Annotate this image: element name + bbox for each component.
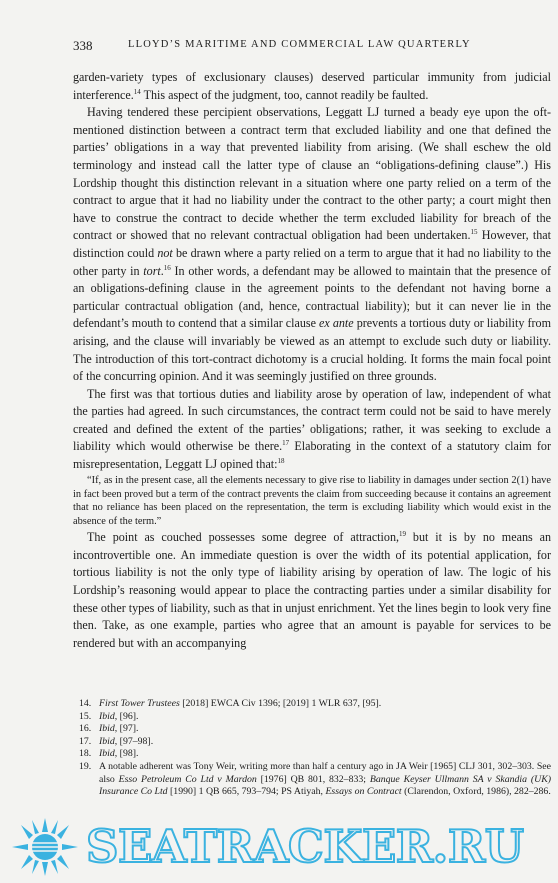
block-quote: “If, as in the present case, all the elements necessary to give rise to liability in damages under section 2(1) have in fact been proved but a term of the contract prevents the claim from succeeding because it contains an agreement that no reliance has been placed on the representation, the term is excluding liability which would exist in the absence of the term.” [73,474,551,528]
footnote-ref[interactable]: 18 [277,457,285,466]
footnote: 19. A notable adherent was Tony Weir, writing more than half a century ago in JA Weir [1965] CLJ 301, 302–303. See also Esso Petroleum Co Ltd v Mardon [1976] QB 801, 832–833; Banque Keyser Ullmann SA v Skandia (UK) Insurance Co Ltd [1990] 1 QB 665, 793–794; PS Atiyah, Essays on Contract (Clarendon, Oxford, 1986), 282–286. [79,760,551,798]
footnote: 17. Ibid, [97–98]. [79,735,154,747]
running-title: LLOYD’S MARITIME AND COMMERCIAL LAW QUARTERLY [128,39,471,50]
footnote: 16. Ibid, [97]. [79,723,139,735]
footnotes [73,698,551,799]
watermark-text: SEATRACKER.RU [86,820,524,873]
paragraph: The point as couched possesses some degree of attraction,$^{19}$ but it is by no means an incontrovertible one. An immediate question is over the width of its potential application, for tortious liability is not the only type of liability arising by operation of law. The logic of his Lordship’s reasoning would appear to place the contracting parties under a similar disability for these other types of liability, such as that in unjust enrichment. Yet the lines begin to look very fine then. Take, as one example, parties who agree that an amount is payable for services to be rendered but with an accompanying [73,530,552,650]
sun-logo-icon [8,816,82,878]
paragraph: Having tendered these percipient observations, Leggatt LJ turned a beady eye upon the oft-mentioned distinction between a contract term that excluded liability and one that defined the parties’ obligations in a way that prevented liability from arising. (We shall eschew the old terminology and instead call the latter type of clause an “obligations-defining clause”.) His Lordship thought this distinction relevant in a situation where one party relied on a term of the contract to argue that it had no liability under the contract to the other party; a court might then have to construe the contract to decide whether the term excluded liability for breach of the contract or showed that no relevant contractual obligation had been undertaken.$^{15}$ However, that distinction could not be drawn where a party relied on a term to argue that it had no liability to the other party in tort.$^{16}$ In other words, a defendant may be allowed to maintain that the presence of an obligations-defining clause in the agreement points to the defendant not having borne a particular contractual obligation (and, hence, contractual liability); but it can never lie in the defendant’s mouth to contend that a similar clause ex ante prevents a tortious duty or liability from arising, and the clause will invariably be viewed as an attempt to exclude such duty or liability. The introduction of this tort-contract dichotomy is a crucial holding. It forms the main focal point of the concurring opinion. And it was seemingly justified on three grounds. [73,105,551,384]
body-text [73,69,551,652]
footnote: 14. First Tower Trustees [2018] EWCA Civ 1396; [2019] 1 WLR 637, [95]. [79,698,382,709]
paragraph: garden-variety types of exclusionary clauses) deserved particular immunity from judicial interference.$^{14}$ This aspect of the judgment, too, cannot readily be faulted. [73,70,551,102]
page-header [73,38,551,56]
footnote: 15. Ibid, [96]. [79,710,139,722]
footnote-ref[interactable]: 17 [282,439,290,448]
footnote: 18. Ibid, [98]. [79,748,139,760]
footnote-ref[interactable]: 14 [133,87,141,96]
paragraph: The first was that tortious duties and liability arose by operation of law, independent of what the parties had agreed. In such circumstances, the contract term could not be said to have merely created and defined the extent of the parties’ obligations; rather, it was seeking to exclude a liability which would otherwise be there.$^{17}$ Elaborating in the context of a statutory claim for misrepresentation, Leggatt LJ opined that:$^{18}$ [73,386,551,472]
page-number: 338 [73,38,93,53]
watermark [0,812,558,883]
footnote-ref[interactable]: 19 [399,530,407,539]
footnote-ref[interactable]: 15 [470,228,478,237]
footnote-ref[interactable]: 16 [163,263,171,272]
